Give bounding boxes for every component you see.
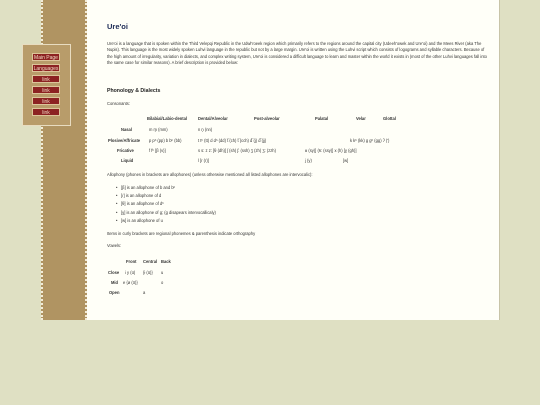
cons-header: Bilabial/Labio-dental — [147, 116, 188, 121]
list-item: • [ɾ] is an allophone of d — [121, 192, 216, 200]
consonants-label: Consonants: — [107, 101, 130, 106]
vowels-label: Vowels: — [107, 243, 122, 248]
cons-cell: f fʰ [β (v)] — [149, 148, 166, 153]
vowel-cell: e {ø (ö)} — [123, 280, 138, 285]
vowel-cell: u — [161, 270, 164, 275]
vowel-cell: {ɨ (ü)} — [143, 270, 153, 275]
vowel-header: Front — [126, 259, 137, 264]
cons-cell: s s: z z: [θ (dh)] ʃ (sh) ʃ: (ssh) ʒ (zh) ʒ: (zzh) — [198, 148, 276, 153]
nav-link-4[interactable]: link — [32, 108, 60, 116]
curly-note: Items in curly brackets are regional phonemes & parenthesis indicate orthography — [107, 231, 256, 236]
vowel-cell: o — [161, 280, 164, 285]
nav-menu — [22, 44, 71, 126]
nav-link-2[interactable]: link — [32, 86, 60, 94]
vowel-cell: i y (ü) — [125, 270, 136, 275]
nav-main-page[interactable]: Main Page — [32, 53, 60, 61]
cons-cell: t tʰ (tt) d dʰ (dd) t͡ (ch) t͡ (cch) d͡ (j) d͡ (jj) — [198, 138, 267, 143]
section-heading: Phonology & Dialects — [107, 88, 161, 94]
cons-cell: l [r (r)] — [198, 158, 209, 163]
cons-row-label: Liquid — [121, 158, 134, 163]
list-item: • [β] is an allophone of b and bʰ — [121, 184, 216, 192]
page-title: Ure'oi — [107, 22, 128, 31]
cons-row-label: Nasal — [121, 127, 132, 132]
cons-header: Dental/Alveolar — [198, 116, 228, 121]
intro-paragraph: Ure'oi is a language that is spoken within the Third Velepqi Republic in the Udwh'oeek region which primarily refers to the regions around the capital city (Udeeh'owek and Ure'oi) and the Mees River (aka The Nupis). This language is the most widely spoken Luhvi language in the republic but not by a large margin. Ure'oi is written using the Luhvi script which consists of logograms and syllable characters. Because of the high amount of irregularity, variation in dialects, and complex writing system, Ure'oi is considered a difficult language to learn and master within the world it exists in (most of the other Luhvi languages fall into the same case for similar reasons). A brief description is provided below: — [107, 41, 487, 66]
list-item: • [ɣ] is an allophone of g; (g disapears intervocallicaly) — [121, 209, 216, 217]
cons-header: Velar — [356, 116, 366, 121]
cons-cell: m m̥ (mm) — [149, 127, 168, 132]
allophony-note: Allophony (phones in brackets are allophones) (unless otherwise mentioned all listed allophones are intervocalic): — [107, 172, 313, 177]
cons-row-label: Plosive/Affricate — [108, 138, 141, 143]
vowel-cell: a — [143, 290, 146, 295]
vowel-header: Central — [143, 259, 158, 264]
cons-row-label: Fricative — [117, 148, 134, 153]
cons-cell: j (y) — [305, 158, 312, 163]
cons-cell: n n̥ (nn) — [198, 127, 213, 132]
allophone-list — [121, 184, 216, 225]
main-content — [87, 0, 500, 320]
cons-cell: p pʰ (pp) b bʰ (bb) — [149, 138, 182, 143]
cons-header: Glottal — [383, 116, 396, 121]
cons-cell: [w] — [343, 158, 349, 163]
cons-header: Palatal — [315, 116, 329, 121]
cons-header: Post-alveolar — [254, 116, 280, 121]
cons-cell: k kʰ (kk) g gʰ (gg) ʔ (') — [350, 138, 390, 143]
nav-link-3[interactable]: link — [32, 97, 60, 105]
list-item: • [w] is an allophone of u — [121, 217, 216, 225]
vowel-header: Back — [161, 259, 171, 264]
vowel-row-label: Close — [108, 270, 120, 275]
cons-cell: ʁ (sy)] (ʀ: (ssy)] x (h) [ɣ (gh)] — [305, 148, 357, 153]
nav-languages[interactable]: Languages — [33, 66, 59, 72]
vowel-row-label: Open — [109, 290, 120, 295]
list-item: • [θ] is an allophone of dʰ — [121, 200, 216, 208]
nav-link-1[interactable]: link — [32, 75, 60, 83]
vowel-row-label: Mid — [111, 280, 119, 285]
